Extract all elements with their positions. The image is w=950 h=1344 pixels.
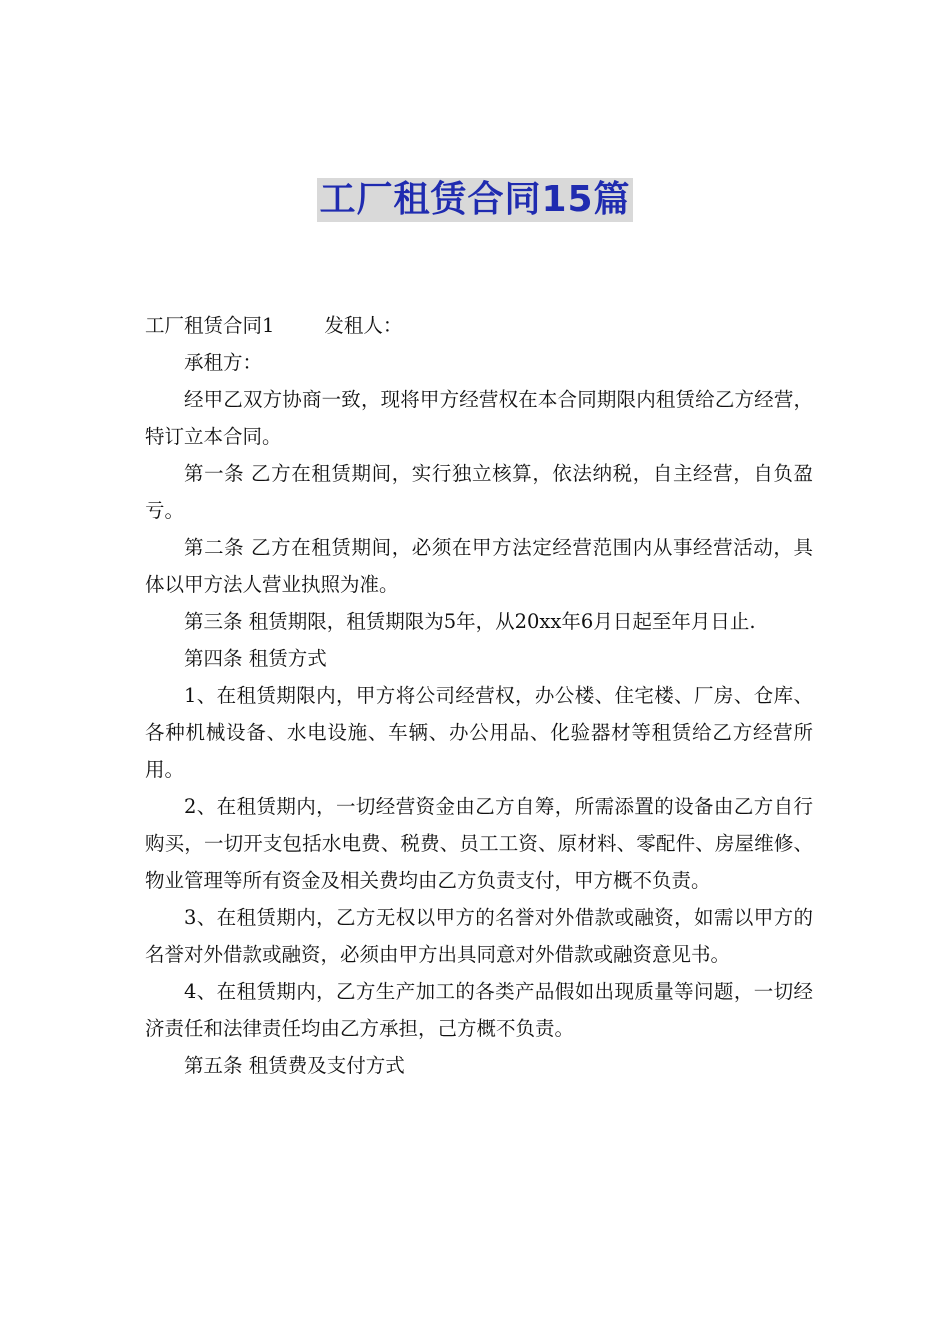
document-body	[145, 307, 813, 1084]
paragraph: 第五条 租赁费及支付方式	[184, 1054, 405, 1077]
paragraph: 第二条 乙方在租赁期间，必须在甲方法定经营范围内从事经营活动，具体以甲方法人营业执照为准。	[145, 536, 813, 596]
paragraph: 承租方：	[184, 351, 263, 374]
paragraph: 4、在租赁期内，乙方生产加工的各类产品假如出现质量等问题，一切经济责任和法律责任均由乙方承担，己方概不负责。	[145, 980, 813, 1040]
paragraph: 第四条 租赁方式	[184, 647, 327, 670]
lessor-label: 发租人：	[324, 314, 403, 337]
contract-heading-line	[145, 307, 813, 344]
paragraph: 第一条 乙方在租赁期间，实行独立核算，依法纳税，自主经营，自负盈亏。	[145, 462, 813, 522]
paragraph: 第三条 租赁期限，租赁期限为5年，从20xx年6月日起至年月日止.	[184, 610, 756, 633]
document-title: 工厂租赁合同15篇	[319, 179, 631, 220]
paragraph: 经甲乙双方协商一致，现将甲方经营权在本合同期限内租赁给乙方经营，特订立本合同。	[145, 388, 813, 448]
paragraph: 2、在租赁期内，一切经营资金由乙方自筹，所需添置的设备由乙方自行购买，一切开支包括水电费、税费、员工工资、原材料、零配件、房屋维修、物业管理等所有资金及相关费均由乙方负责支付，甲方概不负责。	[145, 795, 813, 892]
contract-heading: 工厂租赁合同1	[145, 314, 275, 337]
title-wrapper	[0, 178, 950, 222]
paragraph: 3、在租赁期内，乙方无权以甲方的名誉对外借款或融资，如需以甲方的名誉对外借款或融资，必须由甲方出具同意对外借款或融资意见书。	[145, 906, 813, 966]
paragraph: 1、在租赁期限内，甲方将公司经营权，办公楼、住宅楼、厂房、仓库、各种机械设备、水电设施、车辆、办公用品、化验器材等租赁给乙方经营所用。	[145, 684, 813, 781]
